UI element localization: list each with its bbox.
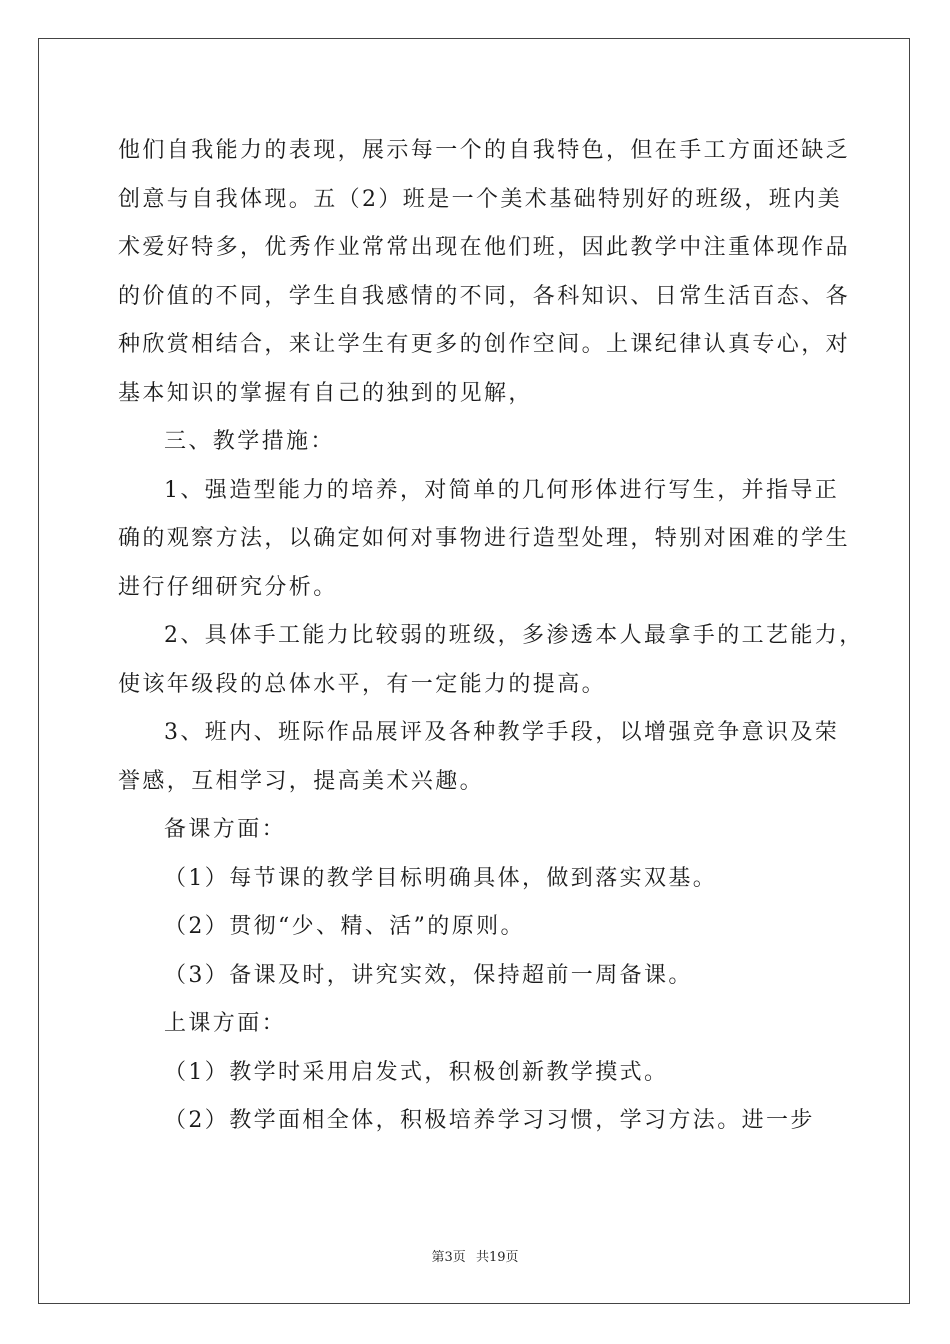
- text-line: （2）教学面相全体，积极培养学习习惯，学习方法。进一步: [164, 1108, 815, 1133]
- text-line: 上课方面：: [164, 1011, 287, 1036]
- document-body: [118, 127, 864, 1146]
- text-line: 2、具体手工能力比较弱的班级，多渗透本人最拿手的工艺能力，: [164, 623, 864, 648]
- text-line: （1）每节课的教学目标明确具体，做到落实双基。: [164, 865, 718, 891]
- text-line: 创意与自我体现。五（2）班是一个美术基础特别好的班级，班内美: [118, 186, 842, 212]
- page-total: 共19页: [475, 1250, 519, 1265]
- text-line: 誉感，互相学习，提高美术兴趣。: [118, 768, 485, 794]
- text-line: （1）教学时采用启发式，积极创新教学摸式。: [164, 1059, 669, 1085]
- text-line: 确的观察方法，以确定如何对事物进行造型处理，特别对困难的学生: [118, 526, 851, 551]
- text-line: 的价值的不同，学生自我感情的不同，各科知识、日常生活百态、各: [118, 283, 851, 309]
- text-line: 术爱好特多，优秀作业常常出现在他们班，因此教学中注重体现作品: [118, 235, 851, 260]
- text-line: 3、班内、班际作品展评及各种教学手段，以增强竞争意识及荣: [164, 720, 840, 745]
- page-footer: [0, 1246, 950, 1265]
- text-line: 备课方面：: [164, 817, 287, 842]
- text-line: 他们自我能力的表现，展示每一个的自我特色，但在手工方面还缺乏: [118, 138, 851, 163]
- text-line: （2）贯彻“少、精、活”的原则。: [164, 914, 525, 939]
- text-line: 使该年级段的总体水平，有一定能力的提高。: [118, 671, 607, 697]
- text-line: 基本知识的掌握有自己的独到的见解，: [118, 380, 533, 406]
- page-number: 第3页: [431, 1250, 466, 1265]
- text-line: （3）备课及时，讲究实效，保持超前一周备课。: [164, 962, 693, 988]
- text-line: 1、强造型能力的培养，对简单的几何形体进行写生，并指导正: [164, 477, 840, 503]
- text-line: 三、教学措施：: [164, 429, 335, 454]
- text-line: 种欣赏相结合，来让学生有更多的创作空间。上课纪律认真专心，对: [118, 332, 851, 357]
- text-line: 进行仔细研究分析。: [118, 574, 338, 600]
